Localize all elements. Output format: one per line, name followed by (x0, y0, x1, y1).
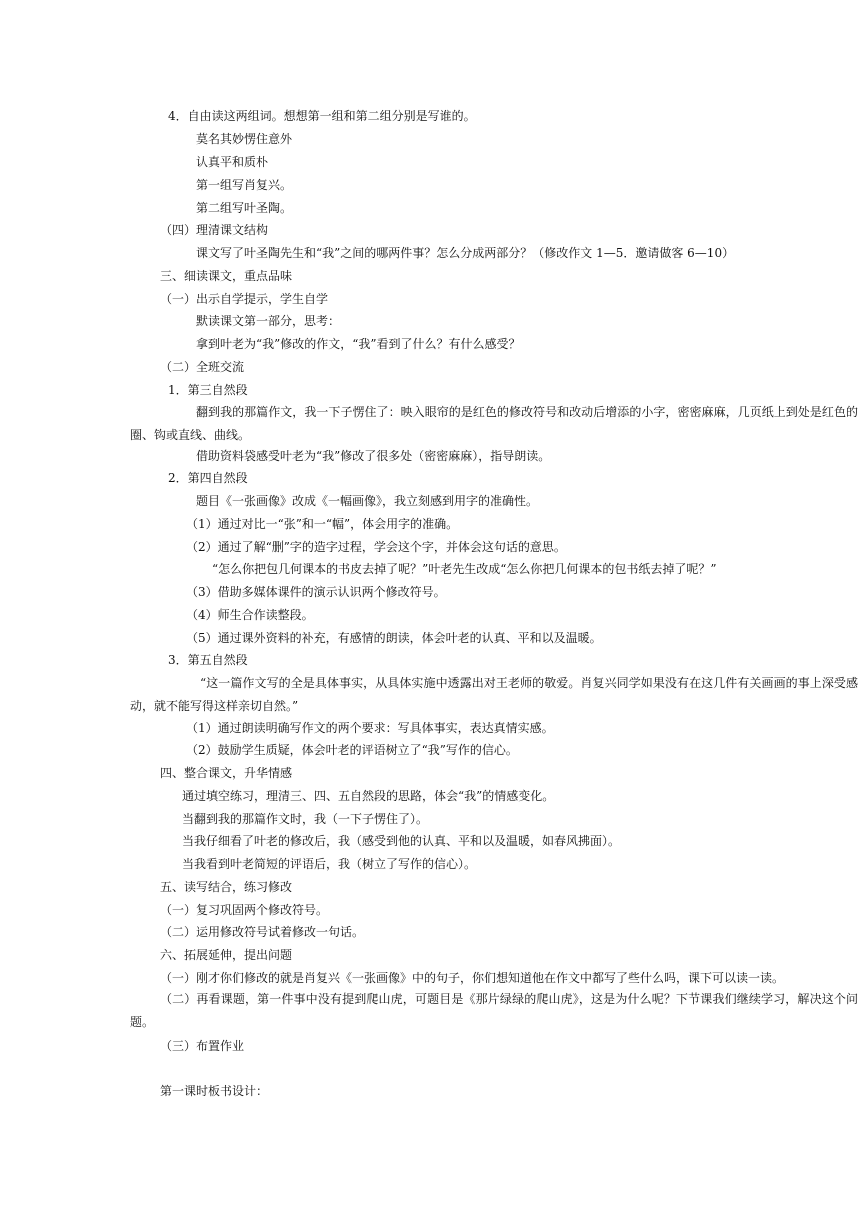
part-5-item-2: （二）运用修改符号试着修改一句话。 (160, 925, 365, 939)
revision-example: “怎么你把包几何课本的书皮去掉了呢？”叶老先生改成“怎么你把几何课本的包书纸去掉了呢？” (212, 562, 717, 576)
paragraph-5-step-1: （1）通过朗读明确写作文的两个要求：写具体事实，表达真情实感。 (186, 721, 554, 735)
think-question: 拿到叶老为“我”修改的作文，“我”看到了什么？有什么感受？ (196, 337, 521, 351)
step-1: （1）通过对比一“张”和一“幅”，体会用字的准确。 (186, 517, 459, 531)
paragraph-3-heading: 1．第三自然段 (168, 383, 248, 397)
fill-blank-3: 当我看到叶老简短的评语后，我（树立了写作的信心）。 (182, 857, 477, 871)
fill-blank-intro: 通过填空练习，理清三、四、五自然段的思路，体会“我”的情感变化。 (182, 789, 555, 803)
paragraph-3-guide: 借助资料袋感受叶老为“我”修改了很多处（密密麻麻），指导朗读。 (196, 449, 551, 463)
part-6-item-1: （一）刚才你们修改的就是肖复兴《一张画像》中的句子，你们想知道他在作文中都写了些什么吗，课下可以读一读。 (160, 971, 785, 985)
fill-blank-2: 当我仔细看了叶老的修改后，我（感受到他的认真、平和以及温暖，如春风拂面）。 (182, 834, 621, 848)
part-5-item-1: （一）复习巩固两个修改符号。 (160, 903, 329, 917)
fill-blank-1: 当翻到我的那篇作文时，我（一下子愣住了）。 (182, 812, 429, 826)
blackboard-design-heading: 第一课时板书设计： (160, 1084, 269, 1098)
part-3-heading: 三、细读课文，重点品味 (160, 269, 293, 283)
step-3: （3）借助多媒体课件的演示认识两个修改符号。 (186, 585, 446, 599)
step-5: （5）通过课外资料的补充，有感情的朗读，体会叶老的认真、平和以及温暖。 (186, 631, 602, 645)
part-4-heading: 四、整合课文，升华情感 (160, 766, 293, 780)
sub-1-heading: （一）出示自学提示，学生自学 (160, 292, 329, 306)
word-group-1: 莫名其妙愣住意外 (196, 132, 293, 146)
paragraph-5-heading: 3．第五自然段 (168, 653, 248, 667)
structure-question: 课文写了叶圣陶先生和“我”之间的哪两件事？怎么分成两部分？（修改作文 1—5．邀请做客 6—10） (196, 246, 735, 260)
paragraph-4-heading: 2．第四自然段 (168, 471, 248, 485)
paragraph-4-title-change: 题目《一张画像》改成《一幅画像》，我立刻感到用字的准确性。 (196, 494, 539, 508)
part-6-item-2: （二）再看课题，第一件事中没有提到爬山虎，可题目是《那片绿绿的爬山虎》，这是为什么呢？下节课我们继续学习，解决这个问题。 (130, 992, 858, 1029)
section-4-heading: （四）理清课文结构 (160, 223, 269, 237)
sub-2-heading: （二）全班交流 (160, 360, 245, 374)
part-6-heading: 六、拓展延伸，提出问题 (160, 948, 293, 962)
part-5-heading: 五、读写结合，练习修改 (160, 880, 293, 894)
step-2: （2）通过了解“删”字的造字过程，学会这个字，并体会这句话的意思。 (186, 540, 566, 554)
step-4: （4）师生合作读整段。 (186, 608, 314, 622)
paragraph-5-quote: “这一篇作文写的全是具体事实，从具体实施中透露出对王老师的敬爱。肖复兴同学如果没有在这几件有关画画的事上深受感动，就不能写得这样亲切自然。” (130, 676, 858, 713)
part-6-item-3: （三）布置作业 (160, 1039, 245, 1053)
read-instruction: 默读课文第一部分，思考： (196, 314, 341, 328)
answer-group-1: 第一组写肖复兴。 (196, 178, 293, 192)
paragraph-3-quote: 翻到我的那篇作文，我一下子愣住了：映入眼帘的是红色的修改符号和改动后增添的小字，密密麻麻，几页纸上到处是红色的圈、钩或直线、曲线。 (130, 405, 858, 442)
answer-group-2: 第二组写叶圣陶。 (196, 201, 293, 215)
item-4-heading: 4．自由读这两组词。想想第一组和第二组分别是写谁的。 (168, 109, 476, 123)
word-group-2: 认真平和质朴 (196, 155, 269, 169)
paragraph-5-step-2: （2）鼓励学生质疑，体会叶老的评语树立了“我”写作的信心。 (186, 743, 518, 757)
